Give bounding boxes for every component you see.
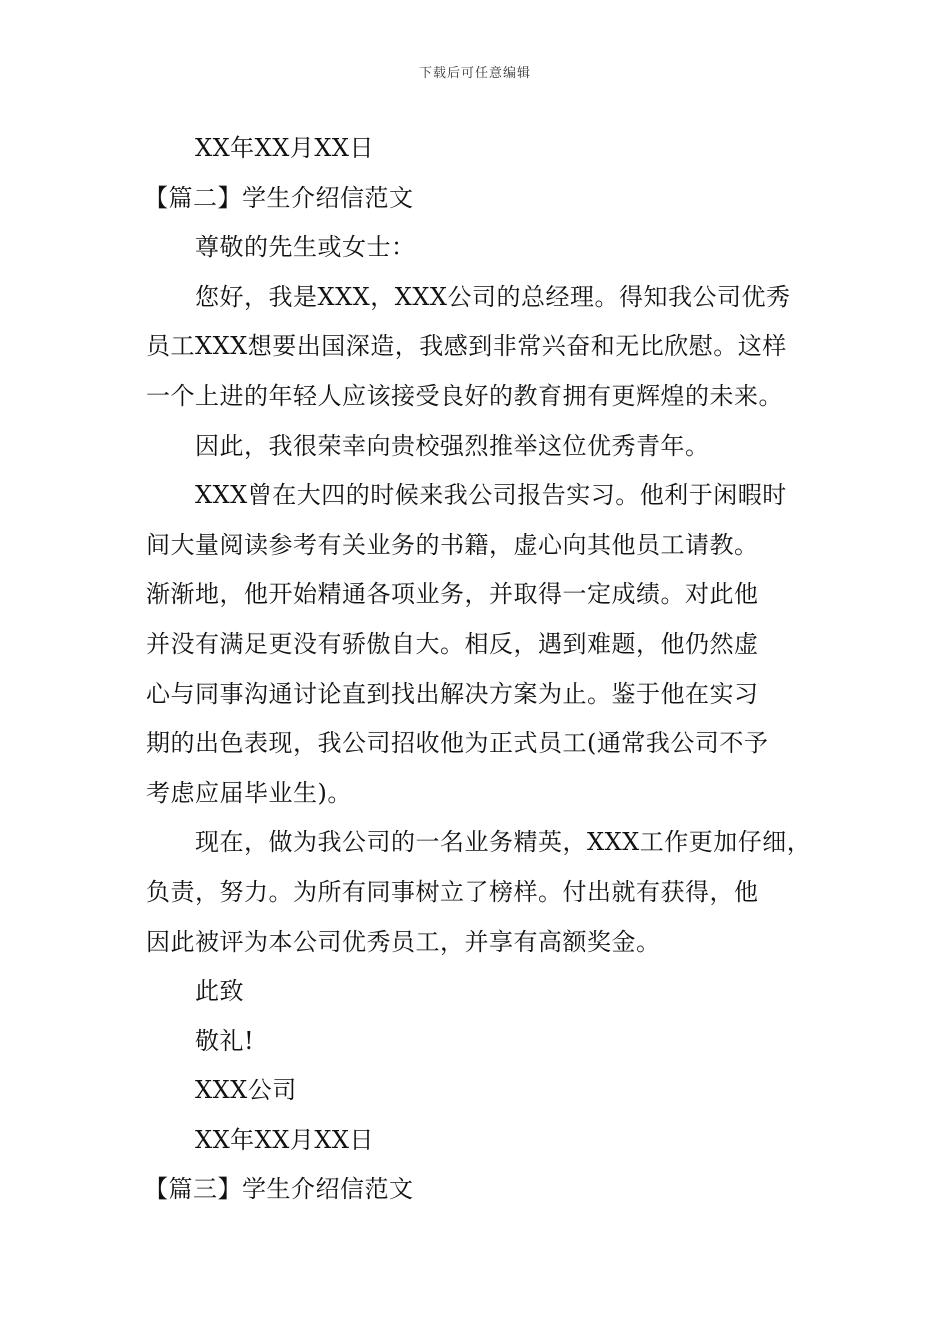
paragraph-line: 心与同事沟通讨论直到找出解决方案为止。鉴于他在实习: [146, 679, 759, 708]
date-line: XX年XX月XX日: [195, 134, 375, 162]
salutation: 尊敬的先生或女士：: [195, 233, 416, 262]
document-body: [146, 124, 810, 1215]
paragraph-line: 渐渐地，他开始精通各项业务，并取得一定成绩。对此他: [146, 580, 759, 609]
paragraph-line: 现在，做为我公司的一名业务精英，XXX工作更加仔细，: [195, 828, 812, 857]
paragraph-line: XXX曾在大四的时候来我公司报告实习。他利于闲暇时: [195, 481, 787, 510]
paragraph-line: 您好，我是XXX，XXX公司的总经理。得知我公司优秀: [195, 282, 791, 311]
section-heading-3: 【篇三】学生介绍信范文: [144, 1175, 414, 1204]
date-line: XX年XX月XX日: [195, 1125, 375, 1154]
paragraph-line: 并没有满足更没有骄傲自大。相反，遇到难题，他仍然虚: [146, 629, 759, 658]
paragraph-line: 负责，努力。为所有同事树立了榜样。付出就有获得，他: [146, 877, 759, 906]
paragraph-line: 因此，我很荣幸向贵校强烈推举这位优秀青年。: [195, 431, 710, 460]
signature-company: XXX公司: [195, 1076, 297, 1105]
closing-line: 此致: [195, 977, 244, 1006]
paragraph-line: 员工XXX想要出国深造，我感到非常兴奋和无比欣慰。这样: [146, 332, 787, 361]
section-heading-2: 【篇二】学生介绍信范文: [144, 183, 414, 212]
page-header-note: 下载后可任意编辑: [418, 66, 531, 81]
paragraph-line: 考虑应届毕业生)。: [146, 778, 352, 807]
paragraph-line: 间大量阅读参考有关业务的书籍，虚心向其他员工请教。: [146, 530, 759, 559]
closing-line: 敬礼!: [195, 1026, 255, 1055]
paragraph-line: 因此被评为本公司优秀员工，并享有高额奖金。: [146, 927, 661, 956]
paragraph-line: 一个上进的年轻人应该接受良好的教育拥有更辉煌的未来。: [146, 381, 783, 410]
paragraph-line: 期的出色表现，我公司招收他为正式员工(通常我公司不予: [146, 729, 769, 758]
